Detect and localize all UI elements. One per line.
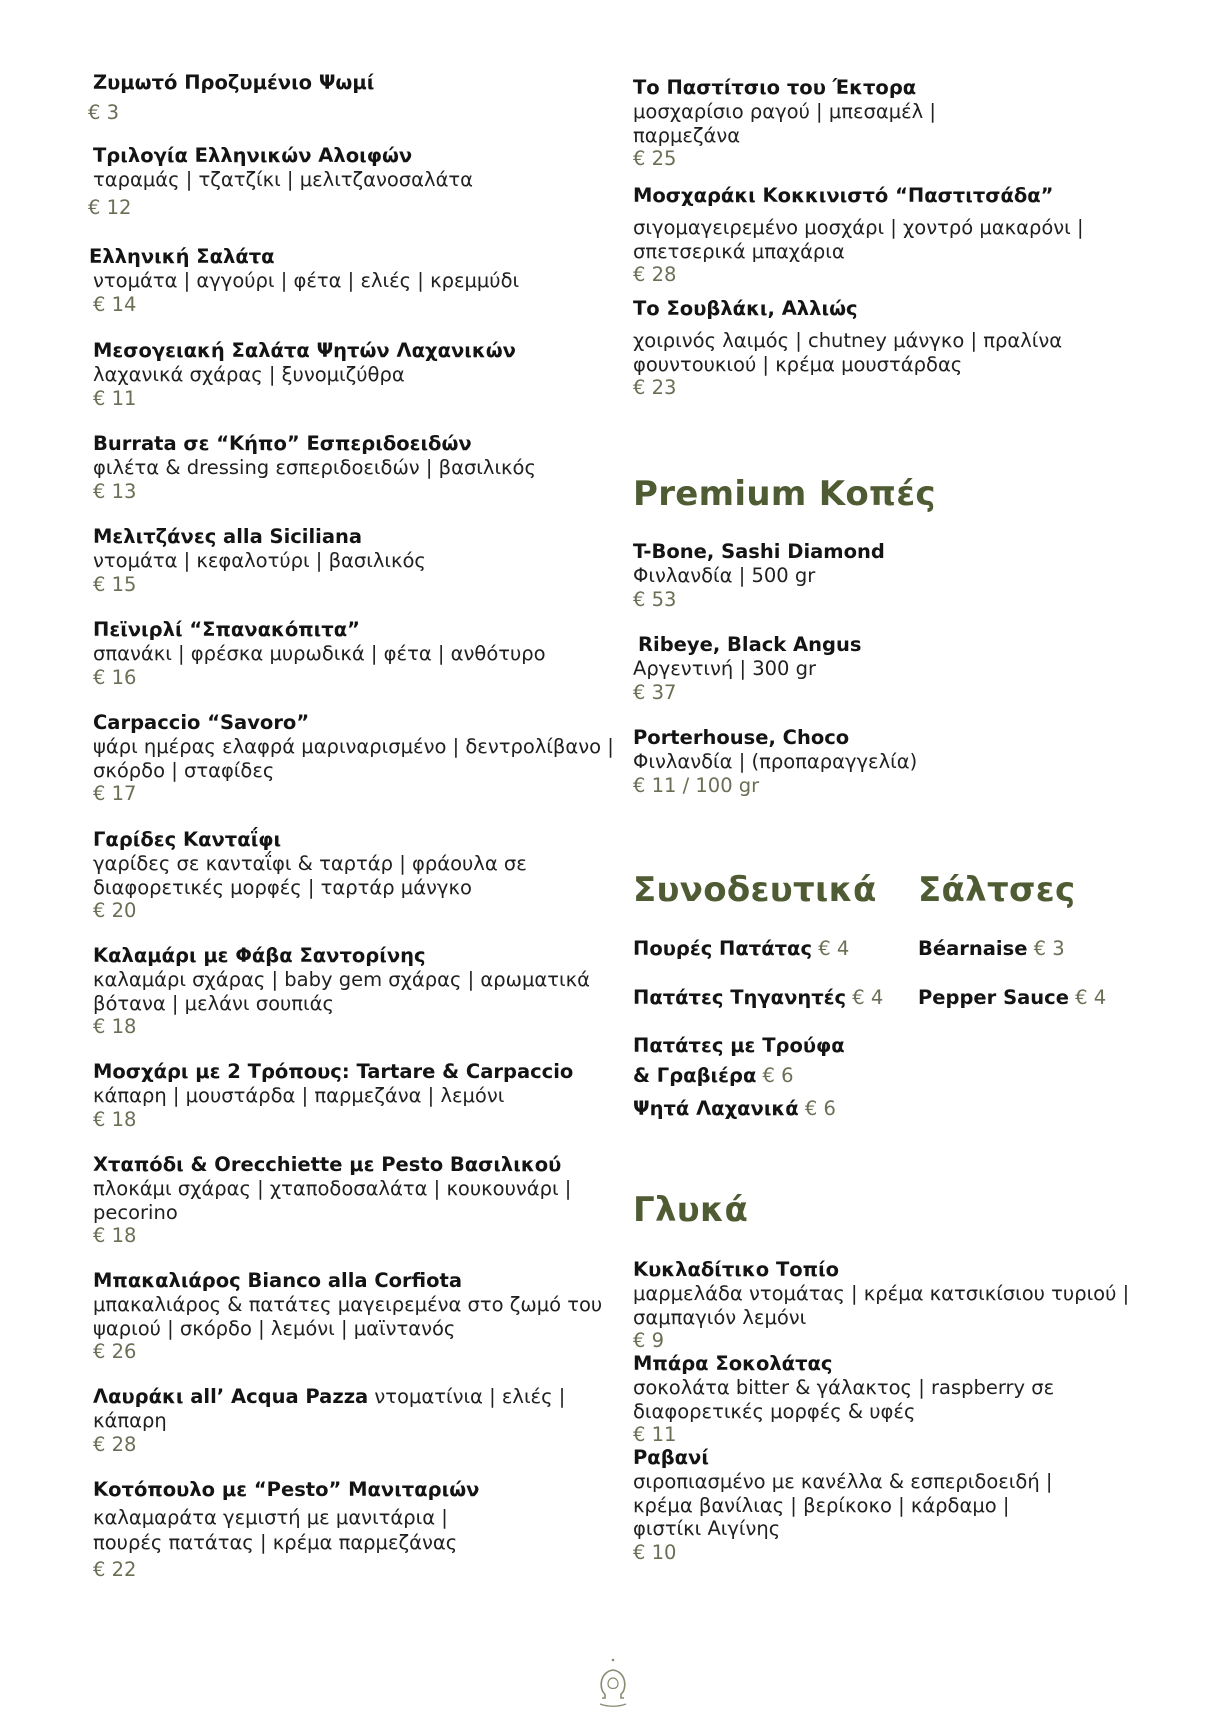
item-name: Χταπόδι & Orecchiette με Pesto Βασιλικού: [93, 1153, 562, 1176]
menu-item: [93, 944, 603, 1039]
menu-item: [633, 297, 1103, 400]
item-name: Τριλογία Ελληνικών Αλοιφών: [93, 144, 413, 167]
item-name: Λαυράκι all’ Acqua Pazza: [93, 1385, 369, 1408]
sauce-name: Pepper Sauce: [918, 986, 1069, 1009]
section-heading-premium: Premium Κοπές: [633, 474, 936, 514]
item-description: καλαμάρι σχάρας | baby gem σχάρας | αρωματικά βότανα | μελάνι σουπιάς: [93, 968, 590, 1015]
item-price: € 11: [633, 1423, 677, 1446]
item-description: χοιρινός λαιμός | chutney μάνγκο | πραλίνα φουντουκιού | κρέμα μουστάρδας: [633, 329, 1063, 376]
menu-item: [93, 618, 623, 690]
item-price: € 3: [88, 101, 120, 124]
item-name: Ζυμωτό Προζυμένιο Ψωμί: [93, 71, 375, 94]
menu-item: [93, 1269, 623, 1364]
menu-item: [633, 76, 973, 171]
side-item: [633, 934, 849, 964]
menu-item: [93, 432, 623, 504]
item-price: € 28: [633, 263, 677, 286]
item-name: Κυκλαδίτικο Τοπίο: [633, 1258, 840, 1281]
item-name: Ribeye, Black Angus: [638, 633, 862, 656]
side-item: [633, 983, 883, 1013]
item-name: Μελιτζάνες alla Siciliana: [93, 525, 363, 548]
section-heading-desserts: Γλυκά: [633, 1190, 749, 1230]
item-description: μαρμελάδα ντομάτας | κρέμα κατσικίσιου τυριού | σαμπαγιόν λεμόνι: [633, 1282, 1130, 1329]
item-name: Μοσχάρι με 2 Τρόπους: Tartare & Carpaccio: [93, 1060, 574, 1083]
item-price: € 10: [633, 1540, 677, 1564]
item-description: καλαμαράτα γεμιστή με μανιτάρια | πουρές πατάτας | κρέμα παρμεζάνας: [93, 1506, 458, 1554]
menu-item: [633, 1258, 1153, 1353]
item-price: € 11: [93, 386, 137, 410]
side-name: Πουρές Πατάτας: [633, 937, 813, 960]
item-name: Πεϊνιρλί “Σπανακόπιτα”: [93, 618, 360, 641]
menu-item: [93, 828, 553, 923]
item-description: πλοκάμι σχάρας | χταποδοσαλάτα | κουκουνάρι | pecorino: [93, 1177, 572, 1224]
menu-item: [93, 144, 623, 192]
item-name: Καλαμάρι με Φάβα Σαντορίνης: [93, 944, 426, 967]
sauce-item: [918, 983, 1106, 1013]
side-price: € 6: [762, 1064, 794, 1087]
item-description: ντομάτα | αγγούρι | φέτα | ελιές | κρεμμύδι: [93, 269, 520, 292]
item-price: € 17: [93, 782, 137, 805]
side-price: € 4: [852, 986, 884, 1009]
item-description: κάπαρη | μουστάρδα | παρμεζάνα | λεμόνι: [93, 1084, 505, 1107]
item-name: Μπάρα Σοκολάτας: [633, 1352, 833, 1375]
item-description: Φινλανδία | 500 gr: [633, 564, 816, 587]
item-name: Porterhouse, Choco: [633, 726, 850, 749]
item-description: σπανάκι | φρέσκα μυρωδικά | φέτα | ανθότυρο: [93, 642, 546, 665]
item-name: Μπακαλιάρος Bianco alla Corfiota: [93, 1269, 462, 1292]
side-item: [633, 1094, 836, 1124]
side-name: Πατάτες Τηγανητές: [633, 986, 847, 1009]
item-price: € 9: [633, 1329, 665, 1352]
menu-item: [93, 1060, 623, 1132]
item-name: Το Σουβλάκι, Αλλιώς: [633, 297, 858, 320]
item-description: φιλέτα & dressing εσπεριδοειδών | βασιλικός: [93, 456, 536, 479]
item-price: € 53: [633, 587, 677, 611]
sauce-item: [918, 934, 1065, 964]
item-name: Το Παστίτσιο του Έκτορα: [633, 76, 917, 99]
sauce-name: Béarnaise: [918, 937, 1028, 960]
item-price: € 26: [93, 1340, 137, 1363]
item-name: Ελληνική Σαλάτα: [89, 245, 275, 268]
item-name: T-Bone, Sashi Diamond: [633, 540, 885, 563]
menu-item: [633, 1446, 1083, 1565]
item-name: Carpaccio “Savoro”: [93, 711, 310, 734]
item-price: € 18: [93, 1107, 137, 1131]
item-description: μοσχαρίσιο ραγού | μπεσαμέλ | παρμεζάνα: [633, 100, 936, 147]
item-name: Burrata σε “Κήπο” Εσπεριδοειδών: [93, 432, 472, 455]
menu-item: [93, 339, 623, 411]
item-price: € 23: [633, 376, 677, 399]
menu-item: [93, 71, 623, 95]
item-price: € 14: [93, 292, 137, 316]
menu-item: [633, 184, 1133, 287]
side-price: € 4: [818, 937, 850, 960]
item-description: μπακαλιάρος & πατάτες μαγειρεμένα στο ζωμό του ψαριού | σκόρδο | λεμόνι | μαϊντανός: [93, 1293, 603, 1340]
item-price: € 18: [93, 1015, 137, 1038]
sauce-price: € 3: [1033, 937, 1065, 960]
item-price: € 37: [633, 680, 677, 704]
item-description: γαρίδες σε κανταΐφι & ταρτάρ | φράουλα σε διαφορετικές μορφές | ταρτάρ μάνγκο: [93, 852, 527, 899]
side-price: € 6: [804, 1097, 836, 1120]
menu-item: [633, 633, 1133, 705]
item-name: Γαρίδες Κανταΐφι: [93, 828, 282, 851]
item-price: € 12: [88, 196, 132, 219]
item-price: € 11 / 100 gr: [633, 773, 760, 797]
omega-monogram-icon: [596, 1656, 630, 1712]
sauce-price: € 4: [1075, 986, 1107, 1009]
menu-item: [633, 1352, 1073, 1447]
item-name: Μοσχαράκι Κοκκινιστό “Παστιτσάδα”: [633, 184, 1054, 207]
item-name: Ραβανί: [633, 1446, 709, 1469]
item-price: € 22: [93, 1558, 137, 1581]
item-description: λαχανικά σχάρας | ξυνομιζύθρα: [93, 363, 405, 386]
item-name: Μεσογειακή Σαλάτα Ψητών Λαχανικών: [93, 339, 516, 362]
item-description: σιγομαγειρεμένο μοσχάρι | χοντρό μακαρόνι | σπετσερικά μπαχάρια: [633, 216, 1084, 263]
item-price: € 25: [633, 147, 677, 170]
menu-item: [633, 726, 1133, 798]
item-description: σιροπιασμένο με κανέλλα & εσπεριδοειδή | κρέμα βανίλιας | βερίκοκο | κάρδαμο | φιστίκι Αιγίνης: [633, 1470, 1053, 1540]
side-item: [633, 1031, 845, 1091]
item-description: ψάρι ημέρας ελαφρά μαριναρισμένο | δεντρολίβανο | σκόρδο | σταφίδες: [93, 735, 614, 782]
item-price: € 13: [93, 479, 137, 503]
section-heading-sauces: Σάλτσες: [918, 870, 1076, 910]
menu-item: [93, 525, 623, 597]
item-price: € 16: [93, 665, 137, 689]
item-description: Φινλανδία | (προπαραγγελία): [633, 750, 918, 773]
menu-item: [93, 1385, 593, 1457]
side-name: Πατάτες με Τρούφα: [633, 1034, 845, 1057]
item-price: € 15: [93, 572, 137, 596]
item-description: σοκολάτα bitter & γάλακτος | raspberry σε διαφορετικές μορφές & υφές: [633, 1376, 1055, 1423]
item-name: Κοτόπουλο με “Pesto” Μανιταριών: [93, 1478, 480, 1501]
menu-item: [89, 245, 619, 317]
item-description: Αργεντινή | 300 gr: [633, 657, 817, 680]
item-description: ντομάτα | κεφαλοτύρι | βασιλικός: [93, 549, 426, 572]
section-heading-sides: Συνοδευτικά: [633, 870, 877, 910]
menu-item: [93, 1478, 493, 1582]
item-price: € 28: [93, 1432, 137, 1456]
menu-item: [93, 1153, 603, 1248]
side-name: Ψητά Λαχανικά: [633, 1097, 799, 1120]
menu-item: [633, 540, 1133, 612]
item-price: € 20: [93, 899, 137, 922]
item-description: ταραμάς | τζατζίκι | μελιτζανοσαλάτα: [93, 168, 474, 191]
item-description: ντοματίνια | ελιές | κάπαρη: [93, 1385, 566, 1432]
item-price: € 18: [93, 1224, 137, 1247]
side-name-continued: & Γραβιέρα: [633, 1064, 757, 1087]
menu-item: [93, 711, 623, 806]
